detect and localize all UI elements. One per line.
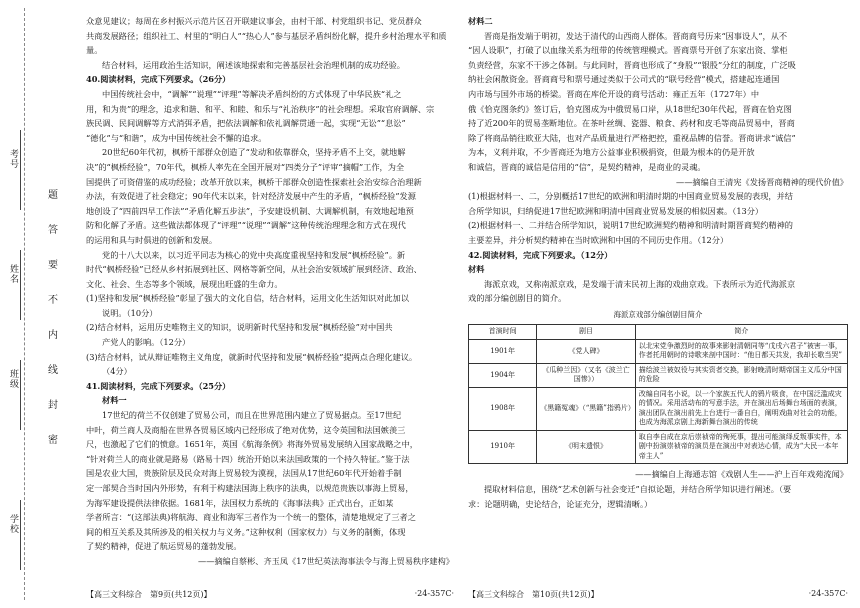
label-banji: 班级 [10, 370, 20, 390]
text-line: (2)根据材料一、二并结合所学知识，说明17世纪欧洲契约精神和明清时期晋商契约精神的 [468, 220, 793, 231]
text-line: 众意见建议；每周在乡村振兴示范片区召开联建议事会，由村干部、村党组织书记、党员群众 [86, 16, 422, 26]
text-line: “德化”与“和谐”，成为中国传统社会不懈的追求。 [86, 132, 267, 143]
table-row [469, 363, 848, 387]
text-line: 共商发展路径；组织社工、村里的“明白人”“热心人”参与基层矛盾纠纷化解，提升乡村治理水平和质量。 [86, 30, 447, 56]
footer-page-9 [86, 589, 454, 600]
text-line: 的运用和具与时俱进的创新和发展。 [86, 234, 218, 245]
text-line: 结合材料，运用政治生活知识，阐述该地探索和完善基层社会治理机制的成功经验。 [102, 59, 405, 70]
text-line: 合所学知识，归纳促进17世纪欧洲和明清中国商业贸易发展的相似因素。（13分） [468, 205, 764, 216]
text-line: 文化、社会、生态等多个领域，展现出旺盛的生命力。 [86, 278, 283, 289]
table-header-row [469, 325, 848, 340]
text-line: (3)结合材料，试从辩证唯物主义角度，就新时代坚持和发展“枫桥经验”提两点合理化建议。 [86, 351, 418, 362]
text-line: (1)根据材料一、二，分别概括17世纪的欧洲和明清时期的中国商业贸易发展的表现，并结 [468, 191, 793, 202]
text-line: 材料 [468, 264, 485, 275]
seal-text [48, 190, 62, 446]
text-line: ——摘编自蔡彬、齐玉凤《17世纪英法海事法令与海上贸易秩序建构》 [197, 555, 454, 566]
text-line: 纳社会闲散资金。晋商商号和票号通过类似于公司式的“联号经营”模式，搭建起连通国 [468, 74, 780, 85]
table-row [469, 339, 848, 363]
footer-label: 【高三文科综合 第9页(共12页)】 [86, 590, 212, 599]
cell-summary: 改编自同名小说，以一个家族五代人的鸦片吸食，在中国泛滥成灾的情况。采用活动布的写意手法，并在演出后场舞台场面的表演，演出团队在演出前先上台进行一番自白，阐明戏曲对社会的功能，也成为海派京剧上海新舞台演出的传统 [635, 387, 847, 430]
text-line: 求：论题明确，史论结合，论证充分，逻辑清晰。） [468, 498, 653, 509]
text-line: 办法，有效促进了社会稳定；90年代末以来，针对经济发展中产生的矛盾，“枫桥经验”发源 [86, 191, 416, 202]
col-header-title: 剧目 [537, 325, 636, 340]
text-line: 间的相互关系及其所涉及的相关权力与义务。”这种权利（国家权力）与义务的制衡，体现 [86, 526, 406, 537]
table-row [469, 387, 848, 430]
text-line: 持了近200年的贸易垄断地位。在茶叶丝绸、瓷器、粮食、药材和皮毛等商品贸易中，晋商 [468, 118, 795, 129]
text-line: 决”的“枫桥经验”，70年代，枫桥人率先在全国开展对“四类分子”评审“摘帽”工作，为全 [86, 161, 405, 172]
text-line: 俄《恰克图条约》签订后，恰克图成为中俄贸易口岸，从18世纪30年代起，晋商在恰克图 [468, 103, 792, 114]
cell-title: 《明末遗恨》 [537, 430, 636, 464]
text-line: “因人设职”，打破了以血缘关系为纽带的传统管理模式。晋商票号开创了东家出资、掌柜 [468, 45, 788, 56]
cell-title: 《党人碑》 [537, 339, 636, 363]
seal-char: 封 [48, 400, 58, 411]
text-line: 42.阅读材料，完成下列要求。（12分） [468, 249, 613, 260]
text-line: 族民调、民间调解等方式消弭矛盾，把依法调解和依礼调解贯通一起，实现“无讼”“息讼” [86, 118, 406, 129]
text-line: 了契约精神，促进了航运贸易的蓬勃发展。 [86, 541, 242, 552]
footer-code: ·24-357C· [414, 589, 454, 598]
text-line: 用，和为贵”的理念，追求和谐、和平、和睦、和乐与“礼治秩序”的社会理想。采取官府调解、宗 [86, 103, 435, 114]
table-row [469, 430, 848, 464]
page-10-top-text [468, 14, 848, 306]
seal-char: 答 [48, 225, 58, 236]
seal-char: 内 [48, 330, 58, 341]
cell-date: 1904年 [469, 363, 537, 387]
text-line: 国是农业大国，贵族阶层及民众对海上贸易较为漠视，法国从17世纪60年代开始着手制 [86, 468, 402, 479]
table-caption: 海派京戏部分编创剧目简介 [613, 309, 703, 319]
seal-char: 不 [48, 295, 58, 306]
text-line: ——摘编自王清宪《发扬晋商精神的现代价值》 [676, 176, 848, 187]
footer-page-10 [468, 589, 848, 600]
label-xuexiao: 学校 [10, 515, 20, 535]
cell-summary: 描绘波兰被奴役与其实资者交换，影射晚清时期帝国主义瓜分中国的危险 [635, 363, 847, 387]
dashed-cut-line [24, 8, 25, 600]
text-line: 内市场与国外市场的桥梁。晋商在库伦开设的商号活动：雍正五年（1727年）中 [468, 88, 760, 99]
text-line: “针对荷兰人的商业就是路易（路易十四）统治开始以来法国政策的一个持久特征。”鉴于法 [86, 453, 410, 464]
text-line: 晋商是指发端于明初，发达于清代的山西商人群体。晋商商号历来“因事设人”，从不 [484, 30, 788, 41]
page-9-body [86, 14, 454, 569]
text-line: (1)坚持和发展“枫桥经验”彰显了强大的文化自信，结合材料，运用文化生活知识对此加以 [86, 293, 409, 304]
text-line: 40.阅读材料，完成下列要求。（26分） [86, 74, 231, 85]
text-line: 为海军建设提供法律依据。1681年，法国权力系统的《海事法典》正式出台，正如某 [86, 497, 394, 508]
cell-date: 1910年 [469, 430, 537, 464]
text-line: 和诚信，晋商的诚信是信用的“信”，是契约精神，是商业的灵魂。 [468, 161, 706, 172]
table-body [469, 339, 848, 464]
table-source: ——摘编自上海通志馆《戏剧人生——沪上百年戏苑流闻》 [635, 469, 848, 480]
text-line: 除了将商品销往欧亚大陆，也对产品质量进行严格把控，重视品牌的信誉。晋商讲求“诚信” [468, 132, 796, 143]
seal-char: 线 [48, 365, 58, 376]
text-line: 戏的部分编创剧目的简介。 [468, 293, 567, 304]
text-line: 学者所言：“(这部法典)将航海、商业和海军三者作为一个统一的整体，清楚地规定了三者之 [86, 512, 416, 523]
text-line: 材料二 [468, 16, 493, 26]
text-line: 提取材料信息，围绕“艺术创新与社会变迁”自拟论题，并结合所学知识进行阐述。（要 [484, 484, 792, 495]
text-line: 材料一 [102, 395, 127, 406]
text-line: 时代“枫桥经验”已经从乡村拓展到社区、网格等新空间，从社会治安领域扩展到经济、政治、 [86, 264, 422, 275]
footer-label: 【高三文科综合 第10页(共12页)】 [468, 590, 599, 599]
text-line: 负责经营，东家不干涉之体制。与此同时，晋商也形成了“身股”“银股”分红的制度，广泛吸 [468, 59, 796, 70]
text-line: （4分） [102, 366, 132, 377]
text-line: (2)结合材料，运用历史唯物主义的知识，说明新时代坚持和发展“枫桥经验”对中国共 [86, 322, 393, 333]
text-line: 中叶，荷兰商人及商船在世界各贸易区域内已经形成了绝对优势，这令英国和法国嫉羡三 [86, 424, 406, 435]
seal-char: 密 [48, 435, 58, 446]
col-header-date: 首演时间 [469, 325, 537, 340]
cell-title: 《瓜种兰因》（又名《波兰亡国惨》） [537, 363, 636, 387]
xuexiao-line [20, 500, 21, 570]
drama-table [468, 324, 848, 464]
text-line: 20世纪60年代初，枫桥干部群众创造了“发动和依靠群众，坚持矛盾不上交，就地解 [102, 147, 406, 158]
text-line: 防和化解了矛盾。这些做法都体现了“评理”“说理”“调解”这种传统治理理念和方式在现代 [86, 220, 406, 231]
cell-date: 1908年 [469, 387, 537, 430]
xingming-line [20, 250, 21, 320]
text-line: 地创设了“四前四早工作法”“矛盾化解五步法”，予安建设机制、大调解机制，有效地起地预 [86, 205, 414, 216]
text-line: 41.阅读材料，完成下列要求。（25分） [86, 380, 231, 391]
text-line: 国提供了可资借鉴的成功经验；改革开放以来，枫桥干部群众创造性探索社会治安综合治理新 [86, 176, 422, 187]
text-line: 海派京戏，又称南派京戏，是发端于清末民初上海的戏曲京戏。下表所示为近代海派京 [484, 278, 796, 289]
col-header-summary: 简介 [635, 325, 847, 340]
text-line: 主要差异，并分析契约精神在当时欧洲和中国的不同历史作用。（12分） [468, 234, 729, 245]
text-line: 尺，也激起了它们的愤意。1651年，英国《航海条例》将海外贸易发展纳入国家战略之中， [86, 439, 418, 450]
page-10-body [468, 14, 848, 511]
seal-char: 要 [48, 260, 58, 271]
label-xingming: 姓名 [10, 265, 20, 285]
text-line: 17世纪的荷兰不仅创建了贸易公司，而且在世界范围内建立了贸易据点。至17世纪 [102, 410, 402, 421]
text-line: 产党人的影响。（12分） [102, 337, 191, 348]
footer-code: ·24-357C· [808, 589, 848, 598]
text-line: 说明。（10分） [102, 307, 158, 318]
text-line: 为本，义利并取，不少晋商还为地方公益事业积极捐资，但最为根本的仍是开放 [468, 147, 755, 158]
kaohao-line [20, 130, 21, 210]
cell-title: 《黑籍冤魂》（“黑籍”指鸦片） [537, 387, 636, 430]
label-kaohao: 考号 [10, 150, 20, 170]
text-line: 党的十八大以来，以习近平同志为核心的党中央高度重视坚持和发展“枫桥经验”。新 [102, 249, 406, 260]
cell-summary: 取自李自成在京后崇祯帝的殉死事，提出可能演绎反叛事实件，本剧中扮演崇祯帝的演员是在演出中对表达心情，成为“大民一本年帝主人” [635, 430, 847, 464]
text-line: 中国传统社会中，“调解”“说理”“评理”等解决矛盾纠纷的方式体现了中华民族“礼之 [102, 88, 402, 99]
text-line: 定一部契合当时国内外形势，有利于构建法国海上秩序的法典，以规范贵族以事海上贸易， [86, 483, 414, 493]
binding-margin [0, 0, 70, 608]
seal-char: 题 [48, 190, 58, 201]
cell-date: 1901年 [469, 339, 537, 363]
page-10-bottom-text [468, 482, 848, 511]
cell-summary: 以北宋党争激烈时的故事来影射清朝同等“戊戌六君子”被害一事，作者托用朝时的诗歌来剖中国时：“他日都天共发，我却长歌当哭” [635, 339, 847, 363]
